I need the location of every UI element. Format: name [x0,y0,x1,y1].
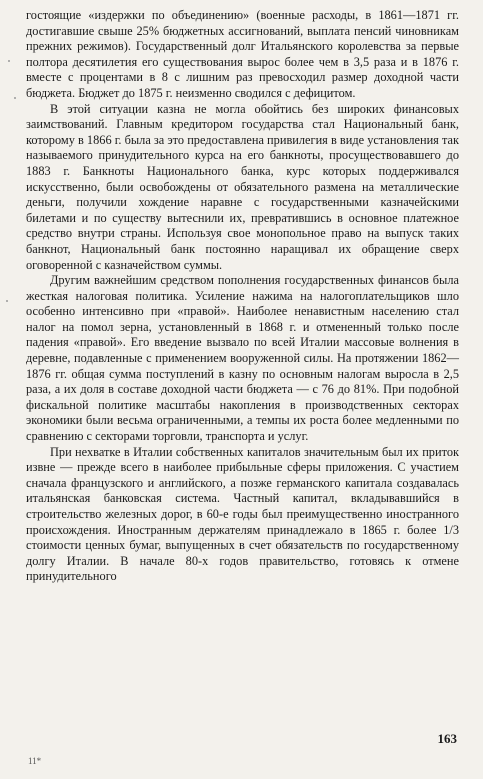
paragraph-tax-policy: Другим важнейшим средством пополнения государственных финансов была жесткая налоговая политика. Усиление нажима на налогоплательщиков шло особенно интенсивно при «правой». Наиболее ненавистным населению стал налог на помол зерна, установленный в 1868 г. и отмененный только после падения «правой». Его введение вызвало по всей Италии массовые волнения в деревне, подавленные с применением вооруженной силы. На протяжении 1862—1876 гг. общая сумма поступлений в казну по основным налогам выросла в 2,5 раза, а их доля в составе доходной части бюджета — с 76 до 81%. При подобной фискальной политике масштабы накопления в производственных секторах экономики были весьма ограниченными, а темпы их роста более медленными по сравнению с секторами торговли, транспорта и услуг. [26,273,459,444]
paragraph-foreign-capital: При нехватке в Италии собственных капиталов значительным был их приток извне — прежде всего в наиболее прибыльные сферы приложения. С участием сначала французского и английского, а позже германского капитала создавалась итальянская банковская система. Частный капитал, вкладывавшийся в строительство железных дорог, в 60-е годы был преимущественно иностранного происхождения. Иностранным держателям принадлежало в 1865 г. более 1/3 стоимости ценных бумаг, выпущенных в счет обязательств по государственному долгу Италии. В начале 80-х годов правительство, готовясь к отмене принудительного [26,444,459,584]
paragraph-continuation: гостоящие «издержки по объединению» (военные расходы, в 1861—1871 гг. достигавшие свыше 25% бюджетных ассигнований, выплата пенсий чиновникам прежних режимов). Государственный долг Итальянского королевства за первые полтора десятилетия его существования вырос более чем в 3,5 раза и в 1876 г. вместе с процентами в 8 с лишним раз превосходил размер доходной части бюджета. Бюджет до 1875 г. неизменно сводился с дефицитом. [26,8,459,100]
scan-speck [6,300,8,302]
signature-mark: 11* [28,756,42,766]
paragraph-financial-borrowing: В этой ситуации казна не могла обойтись без широких финансовых заимствований. Главным кредитором государства стал Национальный банк, которому в 1866 г. была за это предоставлена привилегия в виде установления так называемого принудительного курса на его банкноты, просуществовавшего до 1883 г. Банкноты Национального банка, курс которых поддерживался искусственно, были освобождены от обязательного размена на металлические деньги, получили хождение наравне с государственными казначейскими билетами и по существу вытеснили их, превратившись в основное платежное средство внутри страны. Используя свое монопольное право на выпуск таких банкнот, Национальный банк постоянно наращивал их обращение сверх оговоренной с казначейством суммы. [26,101,459,272]
scan-speck [14,97,16,99]
scan-speck [8,60,10,62]
body-text [26,8,459,585]
page-number: 163 [437,731,457,746]
